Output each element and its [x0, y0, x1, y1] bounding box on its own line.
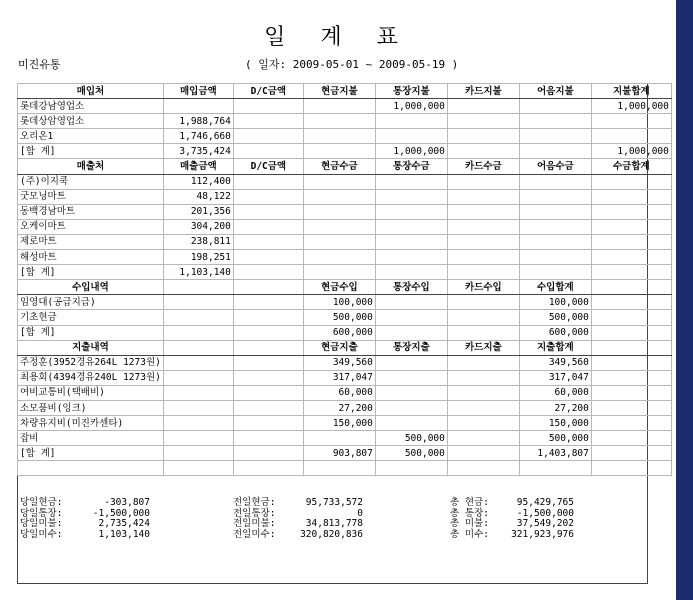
- table-cell: [591, 385, 671, 400]
- table-cell: [233, 355, 303, 370]
- table-row: [18, 400, 672, 415]
- table-cell: [447, 265, 519, 280]
- table-cell: [519, 99, 591, 114]
- table-cell: 48,122: [163, 189, 233, 204]
- table-row: [18, 431, 672, 446]
- table-cell: [519, 114, 591, 129]
- table-cell: [303, 144, 375, 159]
- table-row: [18, 99, 672, 114]
- summary-value: 95,429,765: [516, 497, 574, 508]
- column-header: [163, 280, 233, 295]
- summary-line: [450, 498, 574, 509]
- column-header: 매입금액: [163, 84, 233, 99]
- blank-row: [18, 461, 672, 476]
- table-cell: [591, 174, 671, 189]
- table-cell: [233, 295, 303, 310]
- column-header: [163, 340, 233, 355]
- table-cell: [233, 446, 303, 461]
- summary-label: 총 통장:: [450, 507, 489, 519]
- column-header: 카드수금: [447, 159, 519, 174]
- column-header: 매입처: [18, 84, 164, 99]
- column-header: 현금지출: [303, 340, 375, 355]
- table-cell: 최용회(4394경유240L 1273원): [18, 370, 164, 385]
- summary-value: 0: [357, 507, 363, 519]
- table-cell: 오케이마트: [18, 219, 164, 234]
- column-header: 현금수금: [303, 159, 375, 174]
- table-cell: [591, 355, 671, 370]
- table-cell: [233, 310, 303, 325]
- table-cell: 해성마트: [18, 250, 164, 265]
- table-cell: [233, 385, 303, 400]
- table-cell: 60,000: [519, 385, 591, 400]
- table-cell: [447, 219, 519, 234]
- table-cell: 600,000: [519, 325, 591, 340]
- table-cell: 여비교통비(택배비): [18, 385, 164, 400]
- table-cell: [303, 431, 375, 446]
- table-cell: [303, 250, 375, 265]
- table-cell: [591, 400, 671, 415]
- table-cell: 27,200: [303, 400, 375, 415]
- table-cell: 임영대(공급지급): [18, 295, 164, 310]
- summary-line: [20, 530, 150, 541]
- table-cell: [591, 325, 671, 340]
- table-row: [18, 250, 672, 265]
- table-cell: 차량유지비(미진카센타): [18, 416, 164, 431]
- table-cell: [591, 431, 671, 446]
- table-cell: [303, 114, 375, 129]
- column-header: D/C금액: [233, 159, 303, 174]
- summary-value: 2,735,424: [98, 518, 150, 529]
- table-cell: 제로마트: [18, 234, 164, 249]
- table-cell: [591, 234, 671, 249]
- table-cell: [233, 265, 303, 280]
- summary-label: 총 현금:: [450, 497, 489, 508]
- table-row: [18, 265, 672, 280]
- table-cell: [375, 325, 447, 340]
- table-cell: [합 계]: [18, 446, 164, 461]
- table-cell: [375, 250, 447, 265]
- summary-label: 총 미불:: [450, 518, 489, 529]
- table-cell: [303, 461, 375, 476]
- table-cell: [375, 400, 447, 415]
- table-cell: 굿모닝마트: [18, 189, 164, 204]
- table-cell: [163, 446, 233, 461]
- ledger-table: [17, 83, 672, 476]
- table-cell: 349,560: [519, 355, 591, 370]
- company-name: 미진유통: [18, 58, 61, 71]
- table-cell: 238,811: [163, 234, 233, 249]
- table-row: [18, 234, 672, 249]
- table-cell: [375, 129, 447, 144]
- table-cell: 1,988,764: [163, 114, 233, 129]
- table-cell: 100,000: [519, 295, 591, 310]
- table-cell: [303, 99, 375, 114]
- table-cell: [591, 446, 671, 461]
- summary-line: [233, 530, 363, 541]
- table-row: [18, 114, 672, 129]
- table-cell: [233, 400, 303, 415]
- table-cell: [591, 295, 671, 310]
- table-cell: [163, 370, 233, 385]
- summary-label: 전일통장:: [233, 507, 276, 519]
- table-cell: [163, 461, 233, 476]
- table-cell: 600,000: [303, 325, 375, 340]
- summary-label: 당일통장:: [20, 507, 63, 519]
- table-cell: [233, 370, 303, 385]
- table-cell: [163, 325, 233, 340]
- table-cell: 112,400: [163, 174, 233, 189]
- column-header: [591, 280, 671, 295]
- table-cell: [303, 189, 375, 204]
- table-cell: 349,560: [303, 355, 375, 370]
- column-header: 지출합계: [519, 340, 591, 355]
- table-cell: [375, 234, 447, 249]
- table-cell: [591, 461, 671, 476]
- table-cell: [447, 189, 519, 204]
- table-cell: [18, 461, 164, 476]
- table-cell: [591, 250, 671, 265]
- table-cell: [303, 219, 375, 234]
- column-header: 지출내역: [18, 340, 164, 355]
- table-cell: [519, 189, 591, 204]
- table-cell: [233, 461, 303, 476]
- summary-line: [233, 498, 363, 509]
- table-cell: (주)이지쿡: [18, 174, 164, 189]
- table-cell: [375, 310, 447, 325]
- table-cell: [375, 174, 447, 189]
- column-header: [591, 340, 671, 355]
- table-cell: [519, 174, 591, 189]
- table-cell: 1,000,000: [375, 144, 447, 159]
- column-header: 수입내역: [18, 280, 164, 295]
- table-row: [18, 325, 672, 340]
- column-header: 수입합계: [519, 280, 591, 295]
- table-cell: 1,000,000: [375, 99, 447, 114]
- summary-label: 당일현금:: [20, 497, 63, 508]
- table-cell: [519, 144, 591, 159]
- table-cell: [233, 174, 303, 189]
- table-cell: [233, 219, 303, 234]
- table-cell: [233, 129, 303, 144]
- table-cell: [519, 250, 591, 265]
- table-cell: [591, 370, 671, 385]
- table-cell: [447, 416, 519, 431]
- table-cell: [233, 431, 303, 446]
- table-cell: [447, 174, 519, 189]
- table-cell: [447, 431, 519, 446]
- table-cell: [447, 234, 519, 249]
- summary-value: 1,103,140: [98, 528, 150, 540]
- table-cell: [375, 461, 447, 476]
- table-cell: [375, 219, 447, 234]
- column-header: 매출금액: [163, 159, 233, 174]
- table-cell: [519, 461, 591, 476]
- table-cell: [233, 114, 303, 129]
- table-cell: [591, 310, 671, 325]
- table-cell: [233, 204, 303, 219]
- summary-value: -1,500,000: [516, 507, 574, 519]
- table-row: [18, 295, 672, 310]
- table-cell: [303, 129, 375, 144]
- table-cell: [591, 189, 671, 204]
- table-cell: [447, 250, 519, 265]
- summary-label: 당일미수:: [20, 528, 63, 540]
- summary-value: 37,549,202: [516, 518, 574, 529]
- report-title: 일 계 표: [264, 25, 412, 50]
- summary-label: 당일미불:: [20, 518, 63, 529]
- table-cell: 오리온1: [18, 129, 164, 144]
- table-cell: 500,000: [519, 310, 591, 325]
- table-cell: [519, 219, 591, 234]
- table-cell: [합 계]: [18, 144, 164, 159]
- table-cell: [519, 204, 591, 219]
- table-cell: [447, 400, 519, 415]
- table-row: [18, 385, 672, 400]
- table-cell: 150,000: [519, 416, 591, 431]
- table-cell: [447, 355, 519, 370]
- column-header: 통장지출: [375, 340, 447, 355]
- table-cell: 잡비: [18, 431, 164, 446]
- table-row: [18, 355, 672, 370]
- table-row: [18, 446, 672, 461]
- table-cell: 150,000: [303, 416, 375, 431]
- column-header: 통장수금: [375, 159, 447, 174]
- column-header: 카드수입: [447, 280, 519, 295]
- column-header: 어음수금: [519, 159, 591, 174]
- column-header: 통장지불: [375, 84, 447, 99]
- table-cell: [233, 189, 303, 204]
- table-cell: [447, 461, 519, 476]
- table-cell: [375, 385, 447, 400]
- summary-total: [450, 498, 574, 540]
- table-cell: [233, 144, 303, 159]
- summary-value: 34,813,778: [305, 518, 363, 529]
- column-header: 통장수입: [375, 280, 447, 295]
- table-cell: 동백경남마트: [18, 204, 164, 219]
- table-cell: 500,000: [303, 310, 375, 325]
- table-cell: [합 계]: [18, 265, 164, 280]
- column-header: 어음지불: [519, 84, 591, 99]
- table-row: [18, 370, 672, 385]
- summary-label: 총 미수:: [450, 528, 489, 540]
- table-cell: [447, 325, 519, 340]
- table-row: [18, 416, 672, 431]
- table-cell: 소모품비(잉크): [18, 400, 164, 415]
- table-cell: [447, 370, 519, 385]
- table-cell: [163, 385, 233, 400]
- table-cell: [163, 431, 233, 446]
- table-cell: [163, 355, 233, 370]
- table-cell: 3,735,424: [163, 144, 233, 159]
- table-cell: [447, 114, 519, 129]
- summary-label: 전일현금:: [233, 497, 276, 508]
- income-header-row: [18, 280, 672, 295]
- table-cell: [519, 234, 591, 249]
- table-cell: [375, 114, 447, 129]
- summary-value: 95,733,572: [305, 497, 363, 508]
- table-cell: [163, 295, 233, 310]
- table-row: [18, 204, 672, 219]
- table-cell: [375, 189, 447, 204]
- table-cell: [591, 204, 671, 219]
- table-cell: 60,000: [303, 385, 375, 400]
- summary-label: 전일미불:: [233, 518, 276, 529]
- table-cell: [447, 99, 519, 114]
- table-cell: 1,000,000: [591, 99, 671, 114]
- table-cell: 500,000: [375, 446, 447, 461]
- table-cell: [447, 204, 519, 219]
- column-header: 매출처: [18, 159, 164, 174]
- table-cell: [447, 129, 519, 144]
- summary-line: [233, 519, 363, 530]
- column-header: 카드지출: [447, 340, 519, 355]
- table-cell: 주정훈(3952경유264L 1273원): [18, 355, 164, 370]
- date-range: ( 일자: 2009-05-01 ~ 2009-05-19 ): [245, 58, 459, 71]
- table-cell: 100,000: [303, 295, 375, 310]
- table-cell: 198,251: [163, 250, 233, 265]
- table-cell: 1,403,807: [519, 446, 591, 461]
- column-header: 카드지불: [447, 84, 519, 99]
- table-cell: [233, 416, 303, 431]
- table-row: [18, 310, 672, 325]
- summary-value: -303,807: [104, 497, 150, 508]
- table-cell: [375, 295, 447, 310]
- table-row: [18, 174, 672, 189]
- table-row: [18, 129, 672, 144]
- purchase-header-row: [18, 84, 672, 99]
- summary-line: [450, 519, 574, 530]
- table-cell: [591, 114, 671, 129]
- table-cell: [163, 99, 233, 114]
- expense-header-row: [18, 340, 672, 355]
- table-cell: [303, 265, 375, 280]
- column-header: 현금수입: [303, 280, 375, 295]
- table-cell: 1,103,140: [163, 265, 233, 280]
- table-cell: 903,807: [303, 446, 375, 461]
- table-cell: 롯데상암영업소: [18, 114, 164, 129]
- table-cell: 304,200: [163, 219, 233, 234]
- table-cell: 500,000: [375, 431, 447, 446]
- table-row: [18, 144, 672, 159]
- summary-line: [450, 530, 574, 541]
- summary-value: -1,500,000: [92, 507, 150, 519]
- table-cell: [375, 355, 447, 370]
- table-cell: [519, 265, 591, 280]
- table-row: [18, 189, 672, 204]
- table-cell: 27,200: [519, 400, 591, 415]
- summary-previous: [233, 498, 363, 540]
- summary-line: [20, 498, 150, 509]
- table-cell: [303, 204, 375, 219]
- window-edge-bar: [676, 0, 693, 600]
- table-cell: [233, 234, 303, 249]
- table-cell: [375, 204, 447, 219]
- table-cell: [375, 265, 447, 280]
- table-cell: [519, 129, 591, 144]
- table-cell: [591, 219, 671, 234]
- table-cell: 317,047: [303, 370, 375, 385]
- table-cell: [163, 310, 233, 325]
- table-cell: [375, 416, 447, 431]
- table-cell: [447, 310, 519, 325]
- table-cell: 기초현금: [18, 310, 164, 325]
- table-cell: 1,746,660: [163, 129, 233, 144]
- summary-value: 320,820,836: [300, 528, 363, 540]
- table-cell: 201,356: [163, 204, 233, 219]
- table-cell: [591, 265, 671, 280]
- sales-header-row: [18, 159, 672, 174]
- table-cell: 500,000: [519, 431, 591, 446]
- table-cell: [447, 446, 519, 461]
- column-header: 지불합계: [591, 84, 671, 99]
- table-cell: [233, 99, 303, 114]
- table-cell: 317,047: [519, 370, 591, 385]
- column-header: [233, 280, 303, 295]
- table-row: [18, 219, 672, 234]
- table-cell: 롯데강남영업소: [18, 99, 164, 114]
- summary-today: [20, 498, 150, 540]
- table-cell: 1,000,000: [591, 144, 671, 159]
- table-cell: [447, 385, 519, 400]
- table-cell: [447, 295, 519, 310]
- table-cell: [163, 416, 233, 431]
- table-cell: [303, 174, 375, 189]
- table-cell: [591, 416, 671, 431]
- table-cell: [163, 400, 233, 415]
- column-header: 수금합계: [591, 159, 671, 174]
- column-header: D/C금액: [233, 84, 303, 99]
- table-cell: [303, 234, 375, 249]
- summary-line: [20, 519, 150, 530]
- column-header: 현금지불: [303, 84, 375, 99]
- table-cell: [375, 370, 447, 385]
- table-cell: [합 계]: [18, 325, 164, 340]
- column-header: [233, 340, 303, 355]
- table-cell: [233, 325, 303, 340]
- table-cell: [233, 250, 303, 265]
- table-cell: [591, 129, 671, 144]
- summary-label: 전일미수:: [233, 528, 276, 540]
- summary-value: 321,923,976: [511, 528, 574, 540]
- table-cell: [447, 144, 519, 159]
